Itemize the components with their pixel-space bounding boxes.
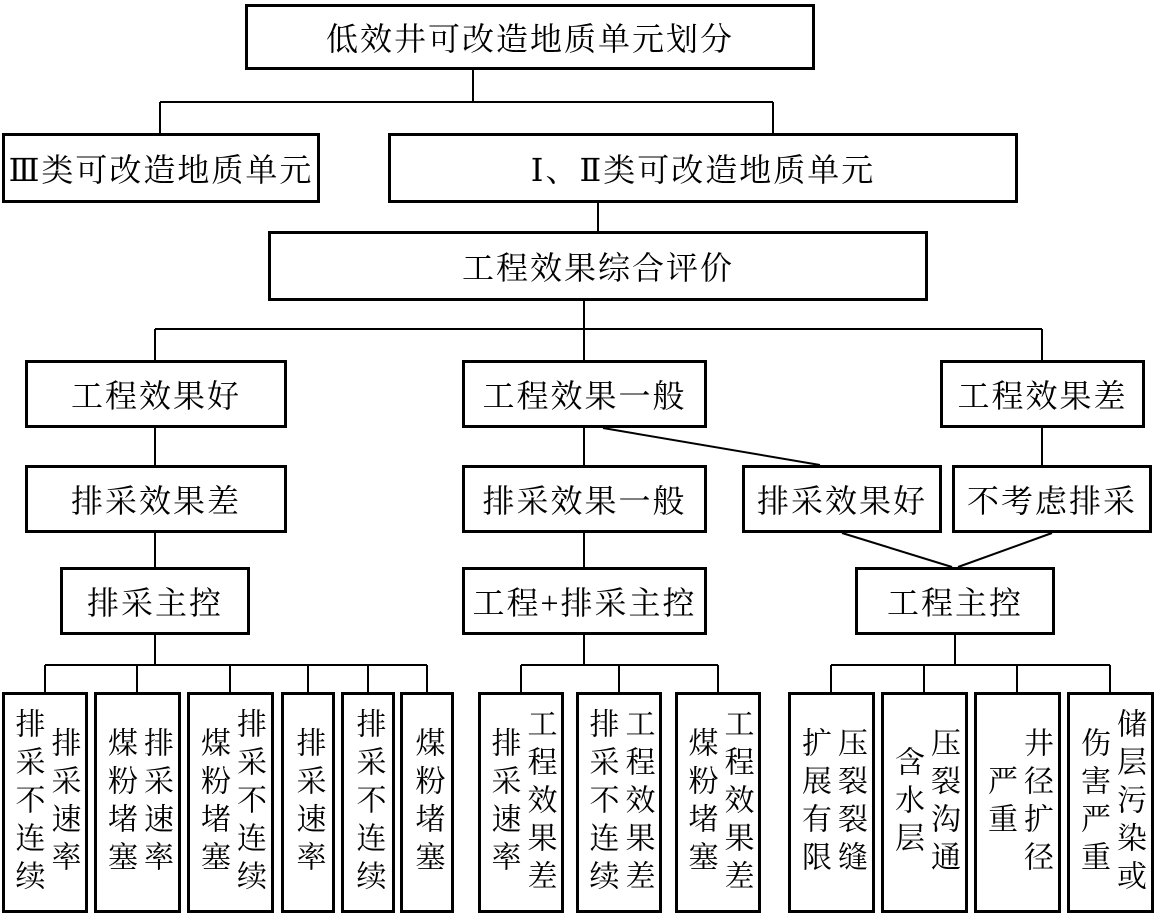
leaf-text-column: 排采速率 [291, 726, 325, 879]
leaf-text-column: 压裂裂缝 [833, 726, 866, 879]
leaf-text-column: 排采速率 [139, 726, 172, 879]
node-drain-ignore: 不考虑排采 [952, 465, 1152, 533]
leaf-discontinuous [341, 692, 395, 913]
leaf-text-column: 煤粉堵塞 [103, 726, 136, 879]
leaf-text-column: 煤粉堵塞 [196, 726, 229, 879]
leaf-eng-poor-blockage [675, 692, 761, 913]
leaf-text-column: 排采不连续 [232, 707, 265, 898]
leaf-rate-blockage [94, 692, 181, 913]
leaf-text-column: 压裂沟通 [926, 726, 959, 879]
leaf-text-column: 含水层 [890, 745, 923, 860]
node-class-i-ii: Ⅰ、Ⅱ类可改造地质单元 [388, 133, 1018, 203]
leaf-eng-poor-rate [478, 692, 564, 913]
node-drain-good: 排采效果好 [742, 465, 942, 533]
leaf-text-column: 工程效果差 [620, 707, 654, 898]
node-eng-average: 工程效果一般 [462, 360, 707, 428]
leaf-text-column: 排采不连续 [10, 707, 44, 898]
leaf-text-column: 伤害严重 [1076, 726, 1109, 879]
leaf-reservoir-damage [1067, 692, 1154, 913]
leaf-rate-discontinuous [2, 692, 88, 913]
leaf-text-column: 井径扩径 [1019, 726, 1052, 879]
leaf-text-column: 扩展有限 [797, 726, 830, 879]
leaf-text-column: 排采速率 [46, 726, 80, 879]
leaf-text-column: 储层污染或 [1112, 707, 1145, 898]
leaf-text-column: 排采不连续 [351, 707, 385, 898]
leaf-rate [281, 692, 335, 913]
leaf-blockage [400, 692, 454, 913]
node-eng-poor: 工程效果差 [940, 360, 1145, 428]
node-drain-average: 排采效果一般 [462, 465, 707, 533]
leaf-text-column: 排采不连续 [584, 707, 618, 898]
node-evaluation: 工程效果综合评价 [268, 231, 928, 301]
leaf-text-column: 工程效果差 [522, 707, 556, 898]
leaf-eng-poor-discontinuous [576, 692, 662, 913]
node-drain-poor: 排采效果差 [25, 465, 287, 533]
leaf-wellbore-enlargement [974, 692, 1061, 913]
leaf-fracture-aquifer [881, 692, 968, 913]
node-ctrl-drain: 排采主控 [60, 567, 250, 635]
leaf-text-column: 工程效果差 [719, 707, 753, 898]
leaf-fracture-limited [788, 692, 875, 913]
node-class-iii: Ⅲ类可改造地质单元 [2, 133, 320, 203]
node-ctrl-eng-drain: 工程+排采主控 [462, 567, 707, 635]
node-eng-good: 工程效果好 [25, 360, 287, 428]
node-ctrl-eng: 工程主控 [855, 567, 1055, 635]
leaf-text-column: 煤粉堵塞 [410, 726, 444, 879]
leaf-discontinuous-blockage [187, 692, 274, 913]
node-root: 低效井可改造地质单元划分 [245, 4, 815, 70]
leaf-text-column: 煤粉堵塞 [683, 726, 717, 879]
leaf-text-column: 严重 [983, 764, 1016, 841]
leaf-text-column: 排采速率 [486, 726, 520, 879]
